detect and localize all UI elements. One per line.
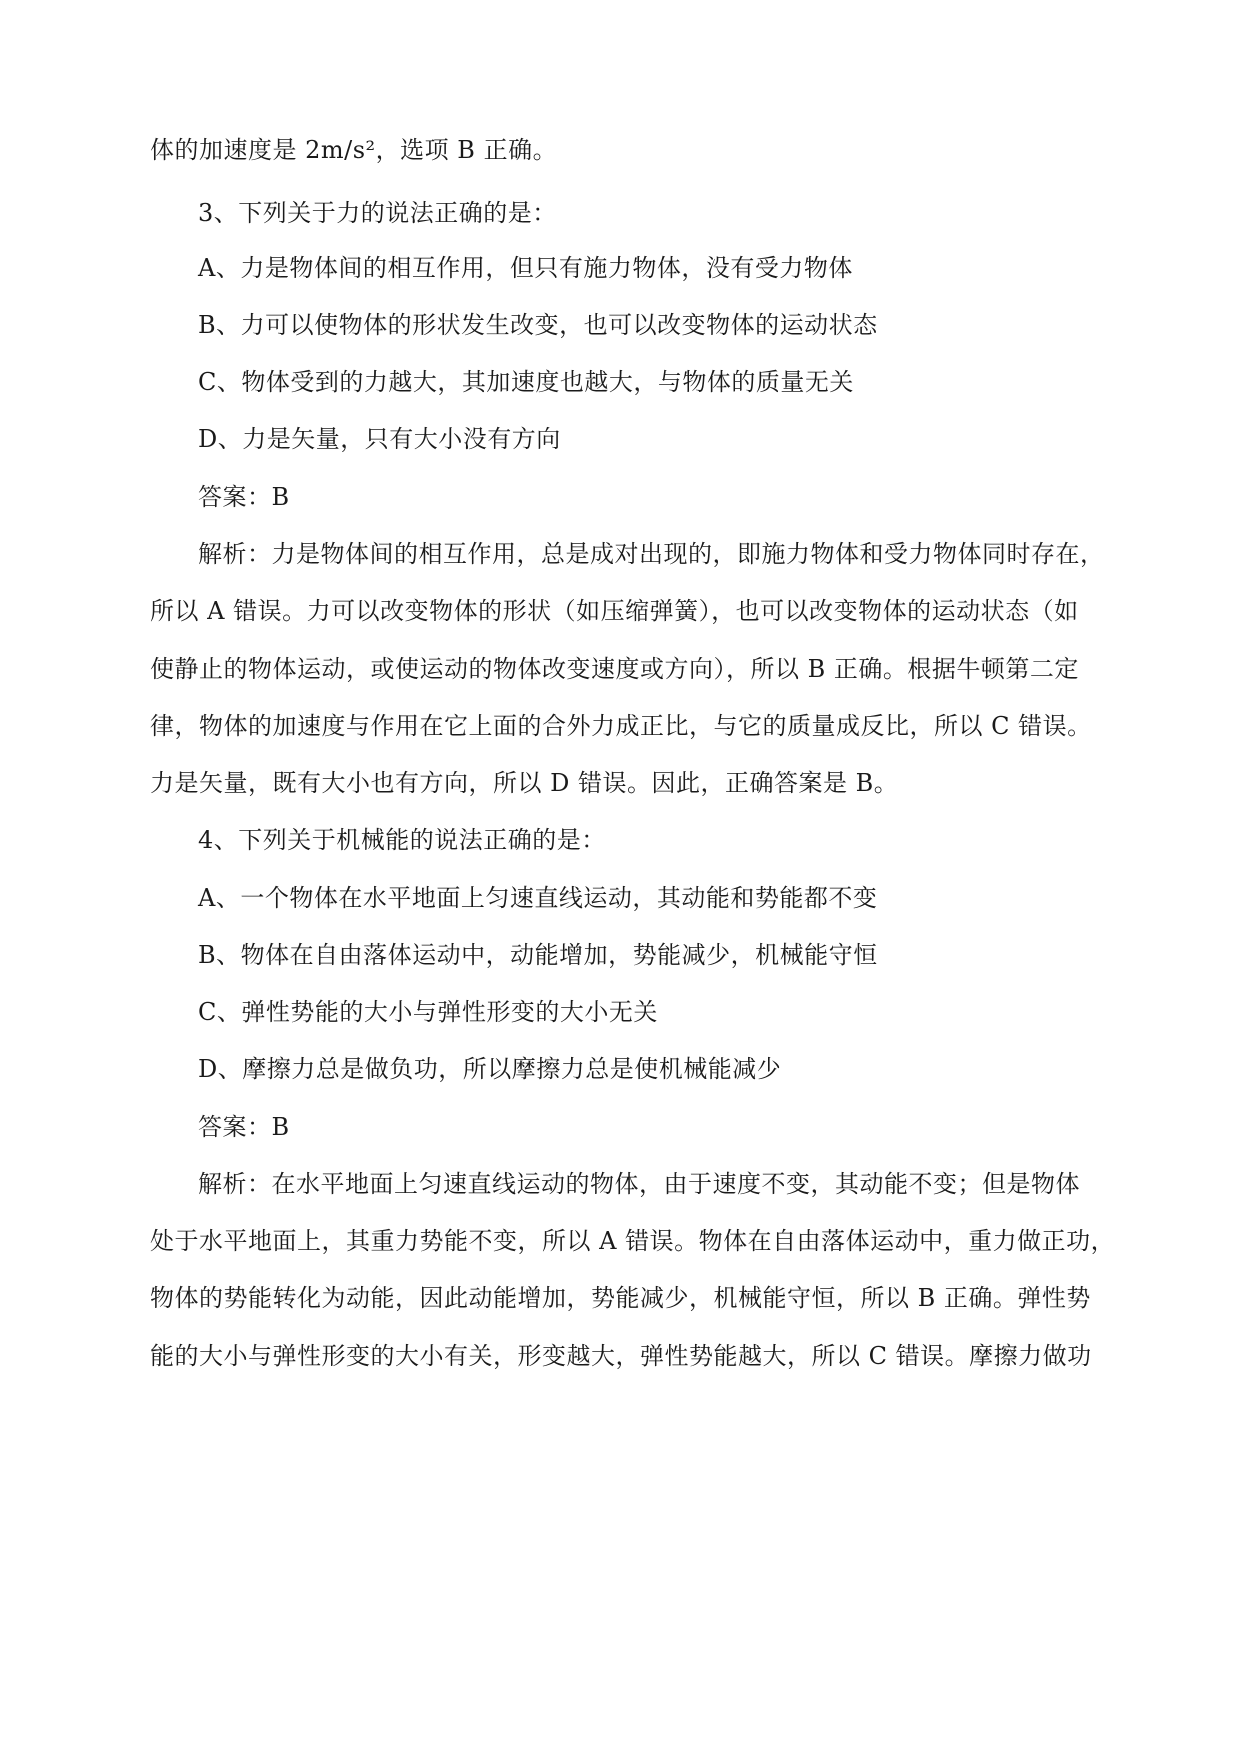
option-b: B、物体在自由落体运动中，动能增加，势能减少，机械能守恒 [198, 941, 878, 969]
text-line: 体的加速度是 2m/s²，选项 B 正确。 [150, 136, 558, 164]
option-a: A、一个物体在水平地面上匀速直线运动，其动能和势能都不变 [198, 884, 878, 912]
option-d: D、力是矢量，只有大小没有方向 [198, 425, 561, 453]
question-4: 4、下列关于机械能的说法正确的是： [198, 826, 606, 854]
analysis-line: 所以 A 错误。力可以改变物体的形状（如压缩弹簧），也可以改变物体的运动状态（如 [150, 597, 1079, 625]
question-3: 3、下列关于力的说法正确的是： [198, 199, 557, 227]
analysis-line: 使静止的物体运动，或使运动的物体改变速度或方向），所以 B 正确。根据牛顿第二定 [150, 655, 1079, 683]
analysis-line: 律，物体的加速度与作用在它上面的合外力成正比，与它的质量成反比，所以 C 错误。 [150, 712, 1092, 740]
analysis-line: 能的大小与弹性形变的大小有关，形变越大，弹性势能越大，所以 C 错误。摩擦力做功 [150, 1342, 1092, 1370]
answer: 答案：B [198, 483, 290, 511]
analysis-line: 处于水平地面上，其重力势能不变，所以 A 错误。物体在自由落体运动中，重力做正功， [150, 1227, 1116, 1255]
analysis-line: 物体的势能转化为动能，因此动能增加，势能减少，机械能守恒，所以 B 正确。弹性势 [150, 1284, 1091, 1312]
answer: 答案：B [198, 1113, 290, 1141]
option-a: A、力是物体间的相互作用，但只有施力物体，没有受力物体 [198, 254, 853, 282]
option-d: D、摩擦力总是做负功，所以摩擦力总是使机械能减少 [198, 1055, 782, 1083]
option-c: C、弹性势能的大小与弹性形变的大小无关 [198, 998, 658, 1026]
option-b: B、力可以使物体的形状发生改变，也可以改变物体的运动状态 [198, 311, 878, 339]
analysis: 解析：力是物体间的相互作用，总是成对出现的，即施力物体和受力物体同时存在， [198, 540, 1105, 568]
option-c: C、物体受到的力越大，其加速度也越大，与物体的质量无关 [198, 368, 854, 396]
analysis: 解析：在水平地面上匀速直线运动的物体，由于速度不变，其动能不变；但是物体 [198, 1170, 1080, 1198]
analysis-line: 力是矢量，既有大小也有方向，所以 D 错误。因此，正确答案是 B。 [150, 769, 899, 797]
